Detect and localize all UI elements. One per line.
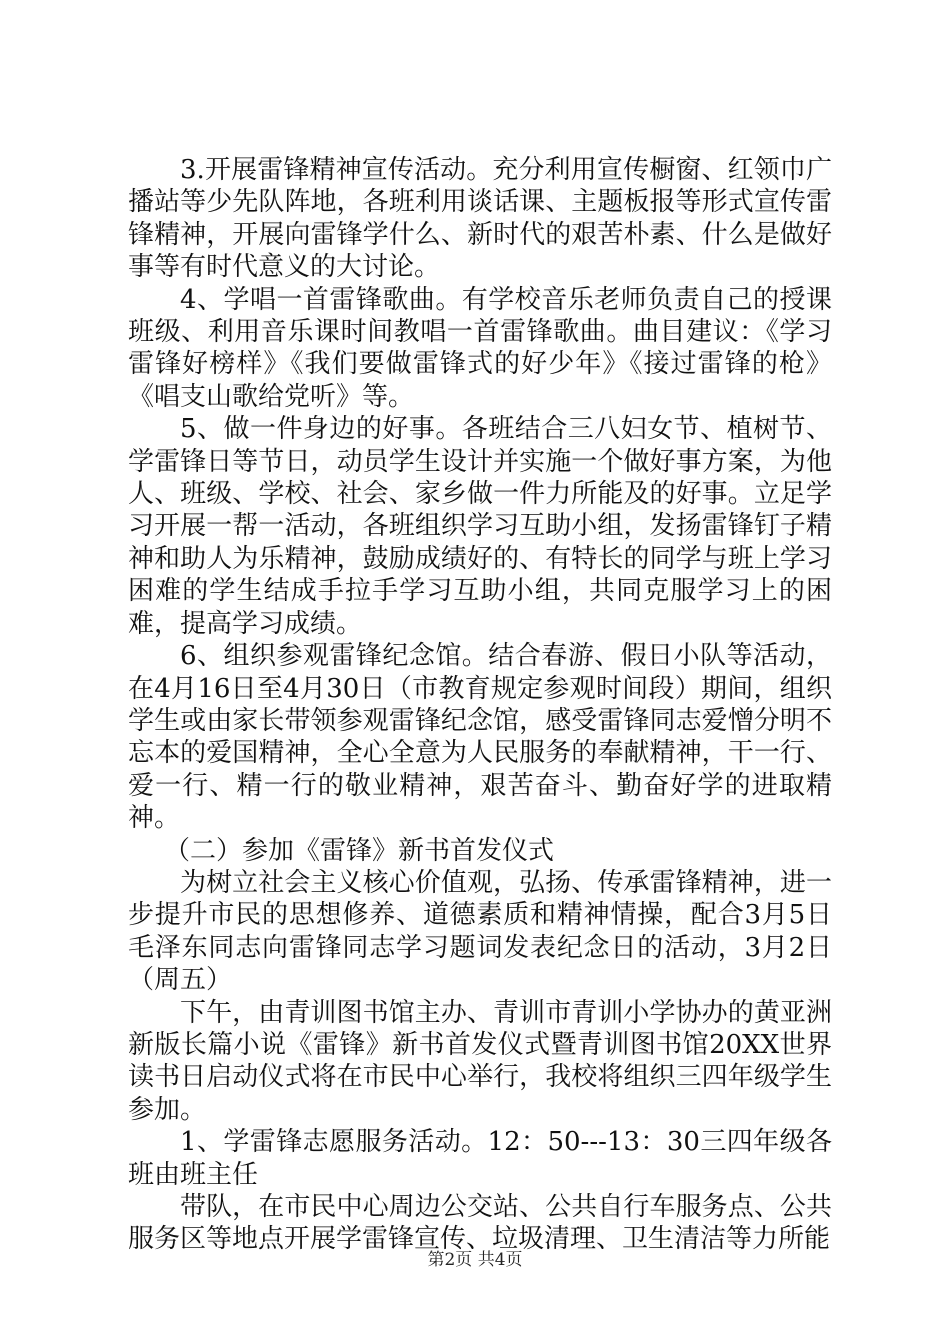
paragraph-propaganda-activity: 3.开展雷锋精神宣传活动。充分利用宣传橱窗、红领巾广播站等少先队阵地，各班利用谈话课、主题板报等形式宣传雷锋精神，开展向雷锋学什么、新时代的艰苦朴素、什么是做好事等有时代意义的大讨论。 <box>128 155 832 283</box>
page-number-footer: 第2页 共4页 <box>427 1250 523 1270</box>
paragraph-book-launch-detail: 下午，由青训图书馆主办、青训市青训小学协办的黄亚洲新版长篇小说《雷锋》新书首发仪式暨青训图书馆20XX世界读书日启动仪式将在市民中心举行，我校将组织三四年级学生参加。 <box>128 997 832 1125</box>
paragraph-good-deed: 5、做一件身边的好事。各班结合三八妇女节、植树节、学雷锋日等节日，动员学生设计并实施一个做好事方案，为他人、班级、学校、社会、家乡做一件力所能及的好事。立足学习开展一帮一活动，各班组织学习互助小组，发扬雷锋钉子精神和助人为乐精神，鼓励成绩好的、有特长的同学与班上学习困难的学生结成手拉手学习互助小组，共同克服学习上的困难，提高学习成绩。 <box>128 414 832 639</box>
paragraph-volunteer-detail: 带队，在市民中心周边公交站、公共自行车服务点、公共服务区等地点开展学雷锋宣传、垃圾清理、卫生清洁等力所能 <box>128 1192 832 1255</box>
document-body <box>128 154 832 1256</box>
section-heading: （二）参加《雷锋》新书首发仪式 <box>164 835 555 866</box>
paragraph-book-launch-intro: 为树立社会主义核心价值观，弘扬、传承雷锋精神，进一步提升市民的思想修养、道德素质和精神情操，配合3月5日毛泽东同志向雷锋同志学习题词发表纪念日的活动，3月2日（周五） <box>128 867 832 996</box>
paragraph-visit-memorial: 6、组织参观雷锋纪念馆。结合春游、假日小队等活动，在4月16日至4月30日（市教育规定参观时间段）期间，组织学生或由家长带领参观雷锋纪念馆，感受雷锋同志爱憎分明不忘本的爱国精神，全心全意为人民服务的奉献精神，干一行、爱一行、精一行的敬业精神，艰苦奋斗、勤奋好学的进取精神。 <box>128 641 832 834</box>
paragraph-volunteer-service: 1、学雷锋志愿服务活动。12：50---13：30三四年级各班由班主任 <box>128 1127 832 1190</box>
paragraph-sing-song: 4、学唱一首雷锋歌曲。有学校音乐老师负责自己的授课班级、利用音乐课时间教唱一首雷锋歌曲。曲目建议：《学习雷锋好榜样》《我们要做雷锋式的好少年》《接过雷锋的枪》《唱支山歌给党听》等。 <box>128 284 832 412</box>
